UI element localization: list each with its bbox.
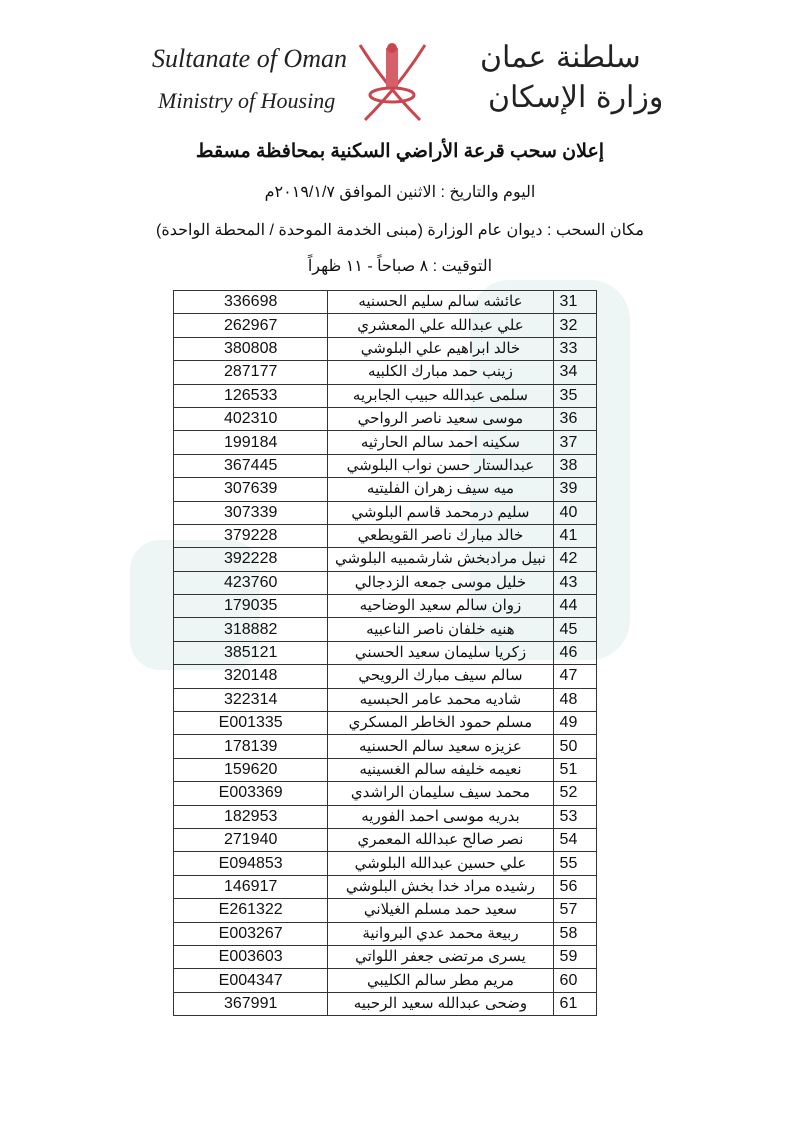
table-row — [174, 478, 597, 501]
number-cell: 31 — [553, 291, 596, 314]
name-cell: علي حسين عبدالله البلوشي — [328, 852, 553, 875]
name-cell: مريم مطر سالم الكليبي — [328, 969, 553, 992]
number-cell: 32 — [553, 314, 596, 337]
number-cell: 50 — [553, 735, 596, 758]
name-cell: سلمى عبدالله حبيب الجابريه — [328, 384, 553, 407]
table-row — [174, 641, 597, 664]
number-cell: 49 — [553, 712, 596, 735]
name-cell: بدريه موسى احمد الفوريه — [328, 805, 553, 828]
number-cell: 57 — [553, 899, 596, 922]
number-cell: 48 — [553, 688, 596, 711]
table-row — [174, 407, 597, 430]
number-cell: 36 — [553, 407, 596, 430]
oman-emblem-logo — [355, 40, 430, 125]
name-cell: عزيزه سعيد سالم الحسنيه — [328, 735, 553, 758]
id-cell: 379228 — [174, 524, 328, 547]
id-cell: 423760 — [174, 571, 328, 594]
number-cell: 61 — [553, 992, 596, 1015]
number-cell: 39 — [553, 478, 596, 501]
id-cell: 320148 — [174, 665, 328, 688]
id-cell: 385121 — [174, 641, 328, 664]
name-cell: سكينه احمد سالم الحارثيه — [328, 431, 553, 454]
table-row — [174, 828, 597, 851]
number-cell: 55 — [553, 852, 596, 875]
date-line: اليوم والتاريخ : الاثنين الموافق ٢٠١٩/١/٧م — [264, 184, 536, 201]
number-cell: 42 — [553, 548, 596, 571]
name-cell: سليم درمحمد قاسم البلوشي — [328, 501, 553, 524]
table-row — [174, 688, 597, 711]
table-row — [174, 712, 597, 735]
table-row — [174, 595, 597, 618]
id-cell: 146917 — [174, 875, 328, 898]
table-row — [174, 361, 597, 384]
id-cell: 322314 — [174, 688, 328, 711]
id-cell: 402310 — [174, 407, 328, 430]
id-cell: 199184 — [174, 431, 328, 454]
name-cell: عائشه سالم سليم الحسنيه — [328, 291, 553, 314]
table-row — [174, 571, 597, 594]
id-cell: 262967 — [174, 314, 328, 337]
name-cell: موسى سعيد ناصر الرواحي — [328, 407, 553, 430]
number-cell: 56 — [553, 875, 596, 898]
number-cell: 35 — [553, 384, 596, 407]
table-row — [174, 852, 597, 875]
id-cell: 392228 — [174, 548, 328, 571]
id-cell: 307339 — [174, 501, 328, 524]
number-cell: 43 — [553, 571, 596, 594]
header-en-sultanate: Sultanate of Oman — [152, 44, 347, 73]
table-row — [174, 454, 597, 477]
id-cell: 126533 — [174, 384, 328, 407]
table-row — [174, 337, 597, 360]
number-cell: 54 — [553, 828, 596, 851]
id-cell: 367991 — [174, 992, 328, 1015]
header-en-ministry: Ministry of Housing — [158, 88, 336, 113]
id-cell: 318882 — [174, 618, 328, 641]
number-cell: 59 — [553, 945, 596, 968]
table-row — [174, 758, 597, 781]
number-cell: 44 — [553, 595, 596, 618]
id-cell: 287177 — [174, 361, 328, 384]
name-cell: زكريا سليمان سعيد الحسني — [328, 641, 553, 664]
table-row — [174, 735, 597, 758]
name-cell: زينب حمد مبارك الكلبيه — [328, 361, 553, 384]
table-row — [174, 384, 597, 407]
number-cell: 33 — [553, 337, 596, 360]
table-row — [174, 805, 597, 828]
table-row — [174, 969, 597, 992]
table-row — [174, 291, 597, 314]
table-row — [174, 618, 597, 641]
table-row — [174, 992, 597, 1015]
name-cell: خالد مبارك ناصر القويطعي — [328, 524, 553, 547]
id-cell: E094853 — [174, 852, 328, 875]
table-row — [174, 548, 597, 571]
id-cell: 178139 — [174, 735, 328, 758]
number-cell: 38 — [553, 454, 596, 477]
header-ar-ministry: وزارة الإسكان — [488, 80, 664, 115]
results-table — [173, 290, 597, 1016]
name-cell: زوان سالم سعيد الوضاحيه — [328, 595, 553, 618]
id-cell: E004347 — [174, 969, 328, 992]
page-title: إعلان سحب قرعة الأراضي السكنية بمحافظة مسقط — [195, 141, 605, 162]
number-cell: 53 — [553, 805, 596, 828]
name-cell: سالم سيف مبارك الرويحي — [328, 665, 553, 688]
number-cell: 40 — [553, 501, 596, 524]
id-cell: 380808 — [174, 337, 328, 360]
table-row — [174, 922, 597, 945]
name-cell: نعيمه خليفه سالم الغسينيه — [328, 758, 553, 781]
id-cell: 182953 — [174, 805, 328, 828]
number-cell: 46 — [553, 641, 596, 664]
id-cell: E003369 — [174, 782, 328, 805]
table-row — [174, 314, 597, 337]
name-cell: عبدالستار حسن نواب البلوشي — [328, 454, 553, 477]
name-cell: شاديه محمد عامر الحبسيه — [328, 688, 553, 711]
header-ar-sultanate: سلطنة عمان — [480, 40, 641, 75]
table-row — [174, 945, 597, 968]
number-cell: 47 — [553, 665, 596, 688]
id-cell: 336698 — [174, 291, 328, 314]
name-cell: هنيه خلفان ناصر الناعبيه — [328, 618, 553, 641]
table-row — [174, 501, 597, 524]
table-row — [174, 524, 597, 547]
name-cell: سعيد حمد مسلم الغيلاني — [328, 899, 553, 922]
name-cell: خليل موسى جمعه الزدجالي — [328, 571, 553, 594]
name-cell: نبيل مرادبخش شارشمبيه البلوشي — [328, 548, 553, 571]
id-cell: 179035 — [174, 595, 328, 618]
table-row — [174, 875, 597, 898]
name-cell: ميه سيف زهران الفليتيه — [328, 478, 553, 501]
name-cell: يسرى مرتضى جعفر اللواتي — [328, 945, 553, 968]
number-cell: 41 — [553, 524, 596, 547]
id-cell: E003603 — [174, 945, 328, 968]
id-cell: 367445 — [174, 454, 328, 477]
name-cell: ربيعة محمد عدي البروانية — [328, 922, 553, 945]
id-cell: 307639 — [174, 478, 328, 501]
name-cell: علي عبدالله علي المعشري — [328, 314, 553, 337]
time-line: التوقيت : ٨ صباحاً - ١١ ظهراً — [307, 258, 493, 275]
number-cell: 52 — [553, 782, 596, 805]
table-row — [174, 899, 597, 922]
id-cell: E261322 — [174, 899, 328, 922]
name-cell: محمد سيف سليمان الراشدي — [328, 782, 553, 805]
number-cell: 37 — [553, 431, 596, 454]
number-cell: 58 — [553, 922, 596, 945]
id-cell: E003267 — [174, 922, 328, 945]
name-cell: وضحى عبدالله سعيد الرحبيه — [328, 992, 553, 1015]
number-cell: 45 — [553, 618, 596, 641]
name-cell: مسلم حمود الخاطر المسكري — [328, 712, 553, 735]
id-cell: E001335 — [174, 712, 328, 735]
table-row — [174, 782, 597, 805]
table-row — [174, 665, 597, 688]
table-row — [174, 431, 597, 454]
name-cell: نصر صالح عبدالله المعمري — [328, 828, 553, 851]
number-cell: 51 — [553, 758, 596, 781]
place-line: مكان السحب : ديوان عام الوزارة (مبنى الخدمة الموحدة / المحطة الواحدة) — [156, 222, 644, 239]
name-cell: رشيده مراد خدا بخش البلوشي — [328, 875, 553, 898]
number-cell: 60 — [553, 969, 596, 992]
number-cell: 34 — [553, 361, 596, 384]
id-cell: 159620 — [174, 758, 328, 781]
id-cell: 271940 — [174, 828, 328, 851]
name-cell: خالد ابراهيم علي البلوشي — [328, 337, 553, 360]
